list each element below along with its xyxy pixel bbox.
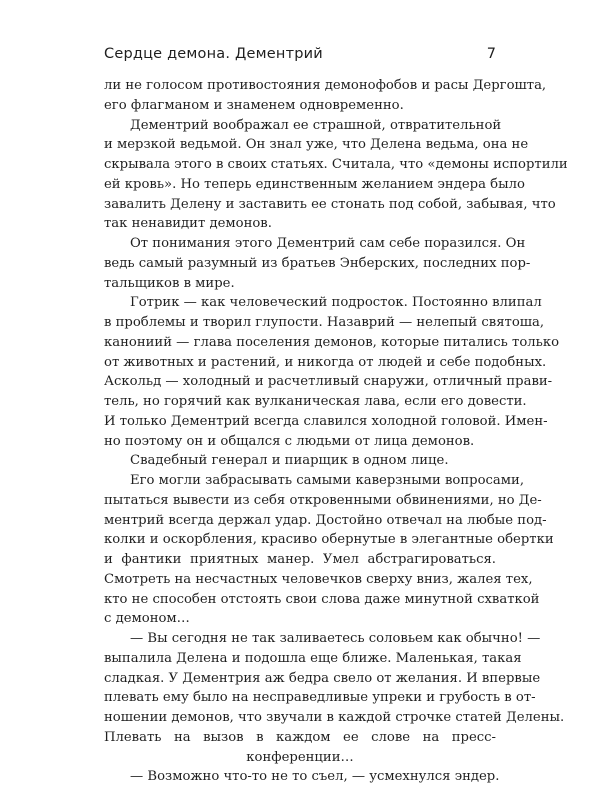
text-line: и мерзкой ведьмой. Он знал уже, что Делена ведьма, она не <box>104 137 529 153</box>
text-line: выпалила Делена и подошла еще ближе. Маленькая, такая <box>104 650 522 666</box>
text-line: кто не способен отстоять свои слова даже минутной схваткой <box>104 591 540 607</box>
text-line: ей кровь». Но теперь единственным желанием эндера было <box>104 176 525 192</box>
text-line: но поэтому он и общался с людьми от лица демонов. <box>104 433 475 449</box>
text-line: плевать ему было на несправедливые упреки и грубость в от- <box>104 690 536 706</box>
text-line: сладкая. У Дементрия аж бедра свело от желания. И впервые <box>104 670 541 686</box>
text-line: в проблемы и творил глупости. Назаврий — нелепый святоша, <box>104 315 545 330</box>
text-line: Дементрий воображал ее страшной, отвратительной <box>130 117 502 133</box>
text-line: Плевать на вызов в каждом ее слове на пресс- <box>104 729 496 745</box>
page-number: 7 <box>486 46 496 62</box>
text-line: тель, но горячий как вулканическая лава, если его довести. <box>104 394 527 409</box>
text-line: и фантики приятных манер. Умел абстрагироваться. <box>104 552 496 567</box>
text-line: ведь самый разумный из братьев Энберских, последних пор- <box>104 255 531 271</box>
text-line: Свадебный генерал и пиарщик в одном лице. <box>130 453 449 469</box>
text-line: От понимания этого Дементрий сам себе поразился. Он <box>130 236 526 251</box>
text-line: Аскольд — холодный и расчетливый снаружи, отличный прави- <box>104 374 553 390</box>
text-line: конференции… <box>246 749 354 765</box>
page-header <box>104 44 496 70</box>
text-line: ношении демонов, что звучали в каждой строчке статей Делены. <box>104 710 565 725</box>
running-title: Сердце демона. Дементрий <box>104 46 323 62</box>
text-line: ментрий всегда держал удар. Достойно отвечал на любые под- <box>104 512 547 528</box>
text-line: скрывала этого в своих статьях. Считала, что «демоны испортили <box>104 157 568 172</box>
text-line: И только Дементрий всегда славился холодной головой. Имен- <box>104 413 548 429</box>
text-line: — Возможно что-то не то съел, — усмехнулся эндер. <box>130 769 500 785</box>
text-line: так ненавидит демонов. <box>104 216 272 232</box>
text-line: завалить Делену и заставить ее стонать под собой, забывая, что <box>104 196 556 212</box>
text-line: — Вы сегодня не так заливаетесь соловьем как обычно! — <box>130 631 541 646</box>
text-line: с демоном… <box>104 611 190 627</box>
page-body <box>104 76 568 787</box>
text-line: его флагманом и знаменем одновременно. <box>104 97 404 113</box>
text-line: от животных и растений, и никогда от людей и себе подобных. <box>104 354 547 370</box>
text-line: тальщиков в мире. <box>104 275 235 291</box>
text-line: ли не голосом противостояния демонофобов и расы Дергошта, <box>104 78 547 93</box>
text-line: канониий — глава поселения демонов, которые питались только <box>104 334 560 350</box>
text-line: Его могли забрасывать самыми каверзными вопросами, <box>130 473 525 488</box>
text-line: Готрик — как человеческий подросток. Постоянно влипал <box>130 295 542 311</box>
text-line: колки и оскорбления, красиво обернутые в элегантные обертки <box>104 532 554 548</box>
text-line: пытаться вывести из себя откровенными обвинениями, но Де- <box>104 492 542 508</box>
text-line: Смотреть на несчастных человечков сверху вниз, жалея тех, <box>104 571 533 587</box>
